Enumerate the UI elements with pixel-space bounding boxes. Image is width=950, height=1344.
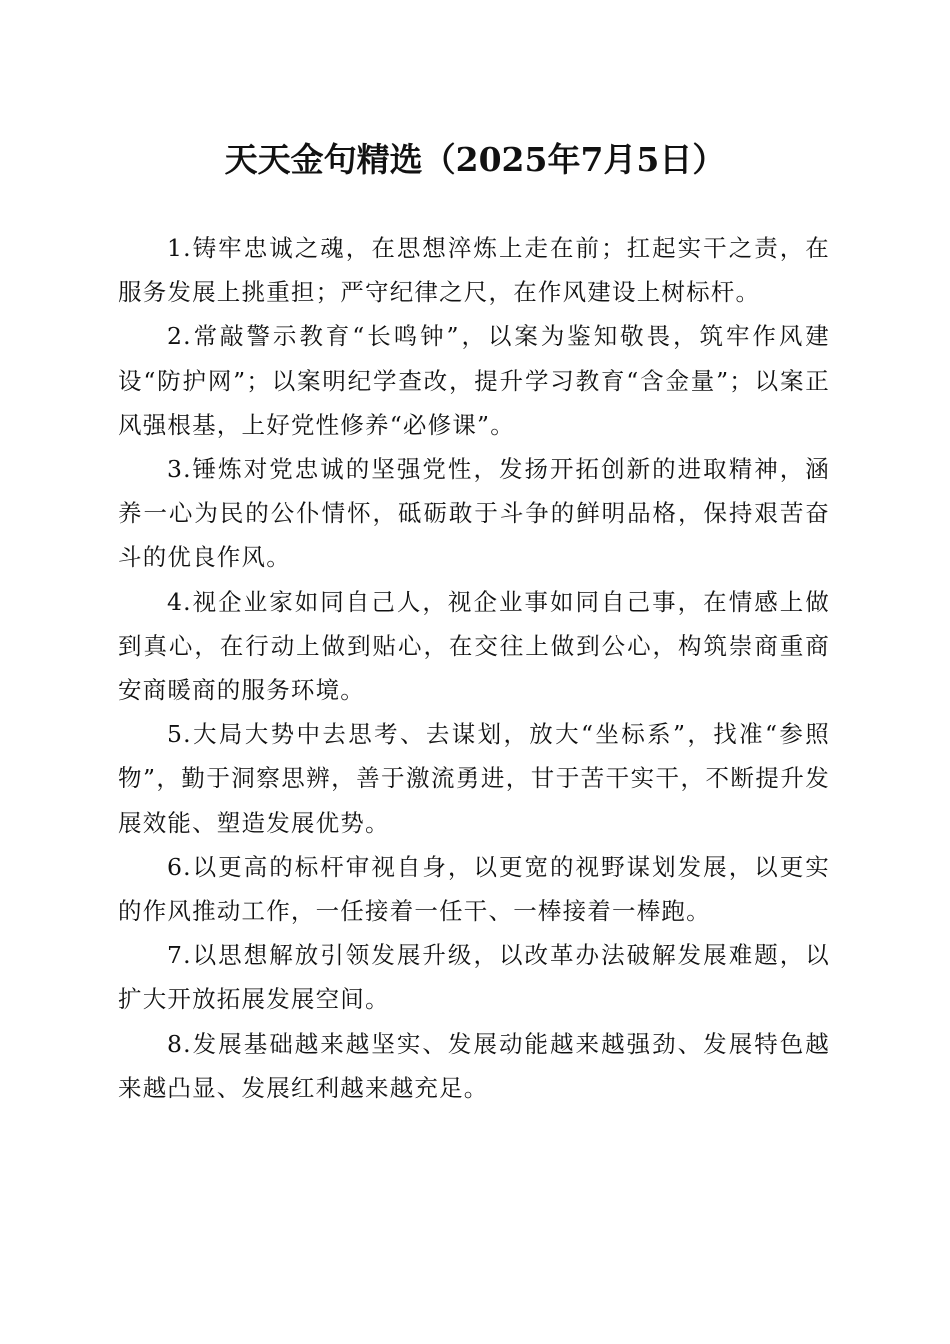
quote-paragraph-8: 8.发展基础越来越坚实、发展动能越来越强劲、发展特色越来越凸显、发展红利越来越充足。 (118, 1029, 830, 1102)
quote-paragraph-3: 3.锤炼对党忠诚的坚强党性，发扬开拓创新的进取精神，涵养一心为民的公仆情怀，砥砺敢于斗争的鲜明品格，保持艰苦奋斗的优良作风。 (118, 455, 830, 572)
quote-paragraph-1: 1.铸牢忠诚之魂，在思想淬炼上走在前；扛起实干之责，在服务发展上挑重担；严守纪律之尺，在作风建设上树标杆。 (118, 234, 830, 307)
quote-paragraph-4: 4.视企业家如同自己人，视企业事如同自己事，在情感上做到真心，在行动上做到贴心，在交往上做到公心，构筑崇商重商安商暖商的服务环境。 (118, 587, 830, 705)
quote-paragraph-6: 6.以更高的标杆审视自身，以更宽的视野谋划发展，以更实的作风推动工作，一任接着一任干、一棒接着一棒跑。 (118, 852, 830, 926)
document-body (118, 226, 830, 1110)
document-title: 天天金句精选（2025年7月5日） (224, 140, 726, 179)
quote-paragraph-7: 7.以思想解放引领发展升级，以改革办法破解发展难题，以扩大开放拓展发展空间。 (118, 941, 830, 1014)
quote-paragraph-2: 2.常敲警示教育“长鸣钟”，以案为鉴知敬畏，筑牢作风建设“防护网”；以案明纪学查改，提升学习教育“含金量”；以案正风强根基，上好党性修养“必修课”。 (118, 322, 830, 439)
quote-paragraph-5: 5.大局大势中去思考、去谋划，放大“坐标系”，找准“参照物”，勤于洞察思辨，善于激流勇进，甘于苦干实干，不断提升发展效能、塑造发展优势。 (118, 720, 830, 837)
